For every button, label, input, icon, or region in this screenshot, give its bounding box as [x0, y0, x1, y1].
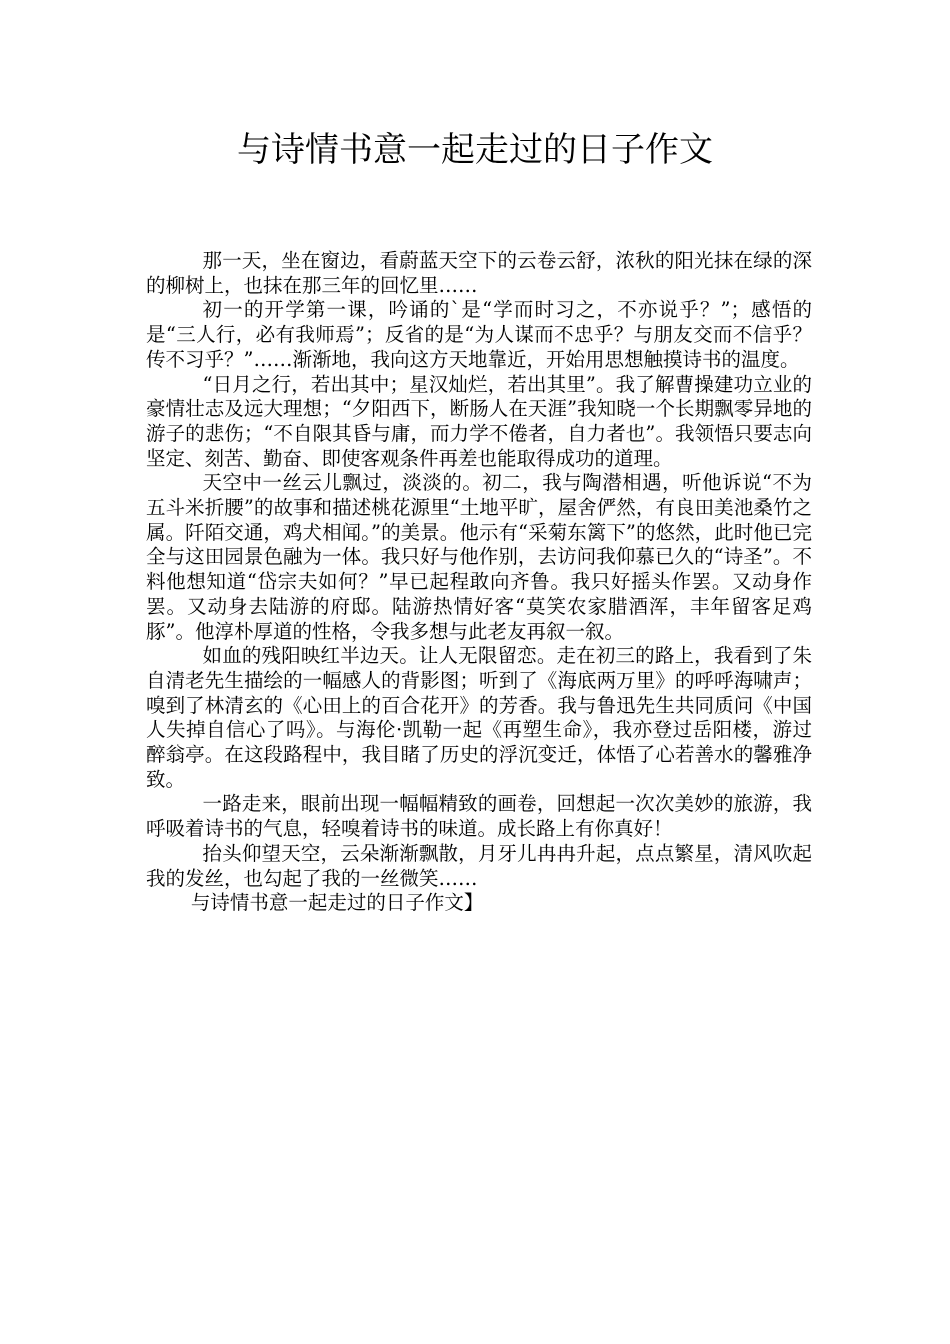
paragraph-5: 如血的残阳映红半边天。让人无限留恋。走在初三的路上，我看到了朱自清老先生描绘的一幅感人的背影图；听到了《海底两万里》的呼呼海啸声；嗅到了林清玄的《心田上的百合花开》的芳香。我与鲁迅先生共同质问《中国人失掉自信心了吗》。与海伦·凯勒一起《再塑生命》，我亦登过岳阳楼，游过醉翁亭。在这段路程中，我目睹了历史的浮沉变迁，体悟了心若善水的馨雅净致。: [146, 644, 812, 791]
document-body: [146, 249, 812, 916]
paragraph-1: 那一天，坐在窗边，看蔚蓝天空下的云卷云舒，浓秋的阳光抹在绿的深的柳树上，也抹在那三年的回忆里……: [146, 249, 812, 297]
paragraph-7: 抬头仰望天空，云朵渐渐飘散，月牙儿冉冉升起，点点繁星，清风吹起我的发丝，也勾起了我的一丝微笑……: [146, 841, 812, 890]
paragraph-2: 初一的开学第一课，吟诵的`是“学而时习之，不亦说乎？”；感悟的是“三人行，必有我师焉”；反省的是“为人谋而不忠乎？与朋友交而不信乎？传不习乎？”……渐渐地，我向这方天地靠近，开始用思想触摸诗书的温度。: [146, 298, 812, 371]
paragraph-4: 天空中一丝云儿飘过，淡淡的。初二，我与陶潜相遇，听他诉说“不为五斗米折腰”的故事和描述桃花源里“土地平旷，屋舍俨然，有良田美池桑竹之属。阡陌交通，鸡犬相闻。”的美景。他示有“采菊东篱下”的悠然，此时他已完全与这田园景色融为一体。我只好与他作别，去访问我仰慕已久的“诗圣”。不料他想知道“岱宗夫如何？”早已起程敢向齐鲁。我只好摇头作罢。又动身作罢。又动身去陆游的府邸。陆游热情好客“莫笑农家腊酒浑，丰年留客足鸡豚”。他淳朴厚道的性格，令我多想与此老友再叙一叙。: [146, 471, 812, 643]
paragraph-3: “日月之行，若出其中；星汉灿烂，若出其里”。我了解曹操建功立业的豪情壮志及远大理想；“夕阳西下，断肠人在天涯”我知晓一个长期飘零异地的游子的悲伤；“不自限其昏与庸，而力学不倦者，自力者也”。我领悟只要志向坚定、刻苦、勤奋、即使客观条件再差也能取得成功的道理。: [146, 372, 812, 470]
closing-line: 与诗情书意一起走过的日子作文】: [190, 891, 484, 915]
paragraph-6: 一路走来，眼前出现一幅幅精致的画卷，回想起一次次美妙的旅游，我呼吸着诗书的气息，轻嗅着诗书的味道。成长路上有你真好！: [146, 792, 812, 841]
document-title: 与诗情书意一起走过的日子作文: [237, 130, 713, 170]
